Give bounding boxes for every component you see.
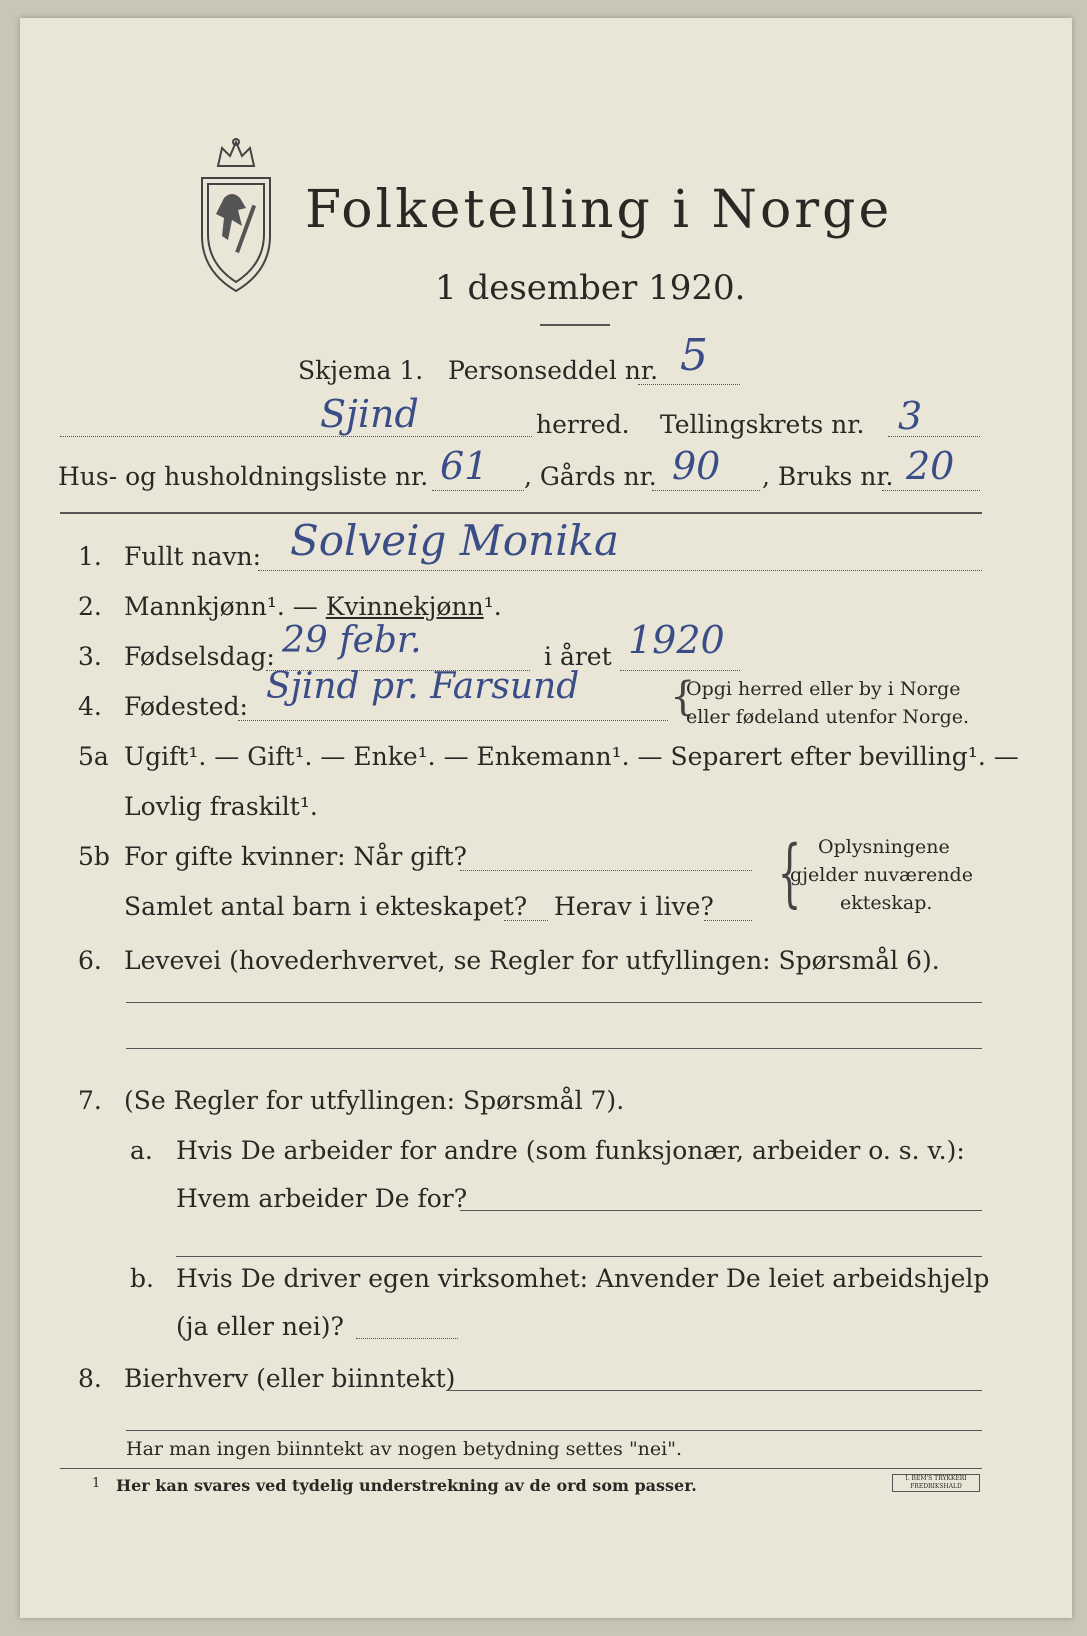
q2-text (124, 592, 502, 621)
q3-year-line (620, 670, 740, 671)
q3-number: 3. (78, 642, 102, 671)
q5b-text-2: Samlet antal barn i ekteskapet? (124, 892, 528, 921)
form-title: Folketelling i Norge (305, 180, 893, 240)
tellingskrets-label: Tellingskrets nr. (660, 410, 865, 439)
hus-label: Hus- og husholdningsliste nr. (58, 462, 429, 491)
q7b-text: Hvis De driver egen virksomhet: Anvender De leiet arbeidshjelp (176, 1264, 990, 1293)
q2-kvinnekjonn-underlined: Kvinnekjønn (325, 592, 484, 621)
q4-note-1: Opgi herred eller by i Norge (686, 678, 961, 700)
q3-label: Fødselsdag: (124, 642, 275, 671)
skjema-label: Skjema 1. (298, 356, 424, 385)
q3-year-label: i året (544, 642, 612, 671)
footer-divider (60, 1468, 982, 1469)
q4-note-brace: { (670, 674, 696, 720)
q6-number: 6. (78, 946, 102, 975)
q5b-note-3: ekteskap. (840, 892, 933, 914)
printer-mark: I. BEM'S TRYKKERI FREDRIKSHALD (892, 1474, 980, 1492)
hus-value: 61 (440, 444, 489, 488)
norway-coat-of-arms-icon (188, 136, 284, 296)
q8-text: Bierhverv (eller biinntekt) (124, 1364, 456, 1393)
footnote-mark: 1 (92, 1476, 101, 1491)
q1-line (258, 570, 982, 571)
title-divider (540, 324, 610, 326)
q4-value: Sjind pr. Farsund (266, 666, 580, 707)
q1-number: 1. (78, 542, 102, 571)
q8-answer-line-2 (126, 1430, 982, 1431)
q1-label: Fullt navn: (124, 542, 262, 571)
q2-mannkjonn: Mannkjønn¹. — (124, 592, 318, 621)
gards-line (652, 490, 760, 491)
q3-year-value: 1920 (628, 618, 725, 662)
q7-text: (Se Regler for utfyllingen: Spørsmål 7). (124, 1086, 625, 1115)
q5a-text-2: Lovlig fraskilt¹. (124, 792, 318, 821)
personseddel-value: 5 (680, 330, 708, 381)
census-form (20, 18, 1072, 1618)
q2-footnote-mark: ¹. (483, 592, 502, 621)
bruks-label: , Bruks nr. (762, 462, 894, 491)
q5b-children-line (504, 920, 548, 921)
q1-value: Solveig Monika (290, 516, 620, 565)
header-divider (60, 512, 982, 514)
q5b-text: For gifte kvinner: Når gift? (124, 842, 467, 871)
q7-number: 7. (78, 1086, 102, 1115)
q8-number: 8. (78, 1364, 102, 1393)
q7b-text-2: (ja eller nei)? (176, 1312, 344, 1341)
q6-answer-line-2 (126, 1048, 982, 1049)
census-date: 1 desember 1920. (435, 268, 746, 308)
q4-number: 4. (78, 692, 102, 721)
q5a-text: Ugift¹. — Gift¹. — Enke¹. — Enkemann¹. — Separert efter bevilling¹. — (124, 742, 1019, 771)
q5a-number: 5a (78, 742, 109, 771)
q7a-text: Hvis De arbeider for andre (som funksjonær, arbeider o. s. v.): (176, 1136, 965, 1165)
q5b-note-2: gjelder nuværende (790, 864, 973, 886)
bruks-line (882, 490, 980, 491)
q7a-number: a. (130, 1136, 153, 1165)
herred-value: Sjind (320, 392, 419, 436)
q7a-answer-line-1 (460, 1210, 982, 1211)
q6-answer-line-1 (126, 1002, 982, 1003)
bruks-value: 20 (906, 444, 955, 488)
q5b-alive-line (704, 920, 752, 921)
q7b-number: b. (130, 1264, 154, 1293)
q5b-note-brace: { (777, 830, 802, 916)
q5b-married-line (460, 870, 752, 871)
hus-line (432, 490, 524, 491)
personseddel-line (638, 384, 740, 385)
tellingskrets-value: 3 (898, 394, 923, 438)
footnote-text: Her kan svares ved tydelig understrekning av de ord som passer. (116, 1476, 697, 1495)
biinntekt-note: Har man ingen biinntekt av nogen betydning settes "nei". (126, 1438, 683, 1460)
gards-label: , Gårds nr. (524, 462, 657, 491)
q5b-note-1: Oplysningene (818, 836, 950, 858)
q4-line (238, 720, 668, 721)
q5b-number: 5b (78, 842, 110, 871)
gards-value: 90 (672, 444, 721, 488)
q2-number: 2. (78, 592, 102, 621)
herred-label: herred. (536, 410, 630, 439)
q7b-answer-line (356, 1338, 458, 1339)
q6-text: Levevei (hovederhvervet, se Regler for utfyllingen: Spørsmål 6). (124, 946, 940, 975)
herred-line (60, 436, 532, 437)
q4-label: Fødested: (124, 692, 248, 721)
q7a-answer-line-2 (176, 1256, 982, 1257)
q8-answer-line-1 (446, 1390, 982, 1391)
q4-note-2: eller fødeland utenfor Norge. (686, 706, 970, 728)
personseddel-label: Personseddel nr. (448, 356, 659, 385)
q3-value: 29 febr. (282, 620, 422, 661)
q5b-text-3: Herav i live? (554, 892, 714, 921)
q7a-text-2: Hvem arbeider De for? (176, 1184, 468, 1213)
